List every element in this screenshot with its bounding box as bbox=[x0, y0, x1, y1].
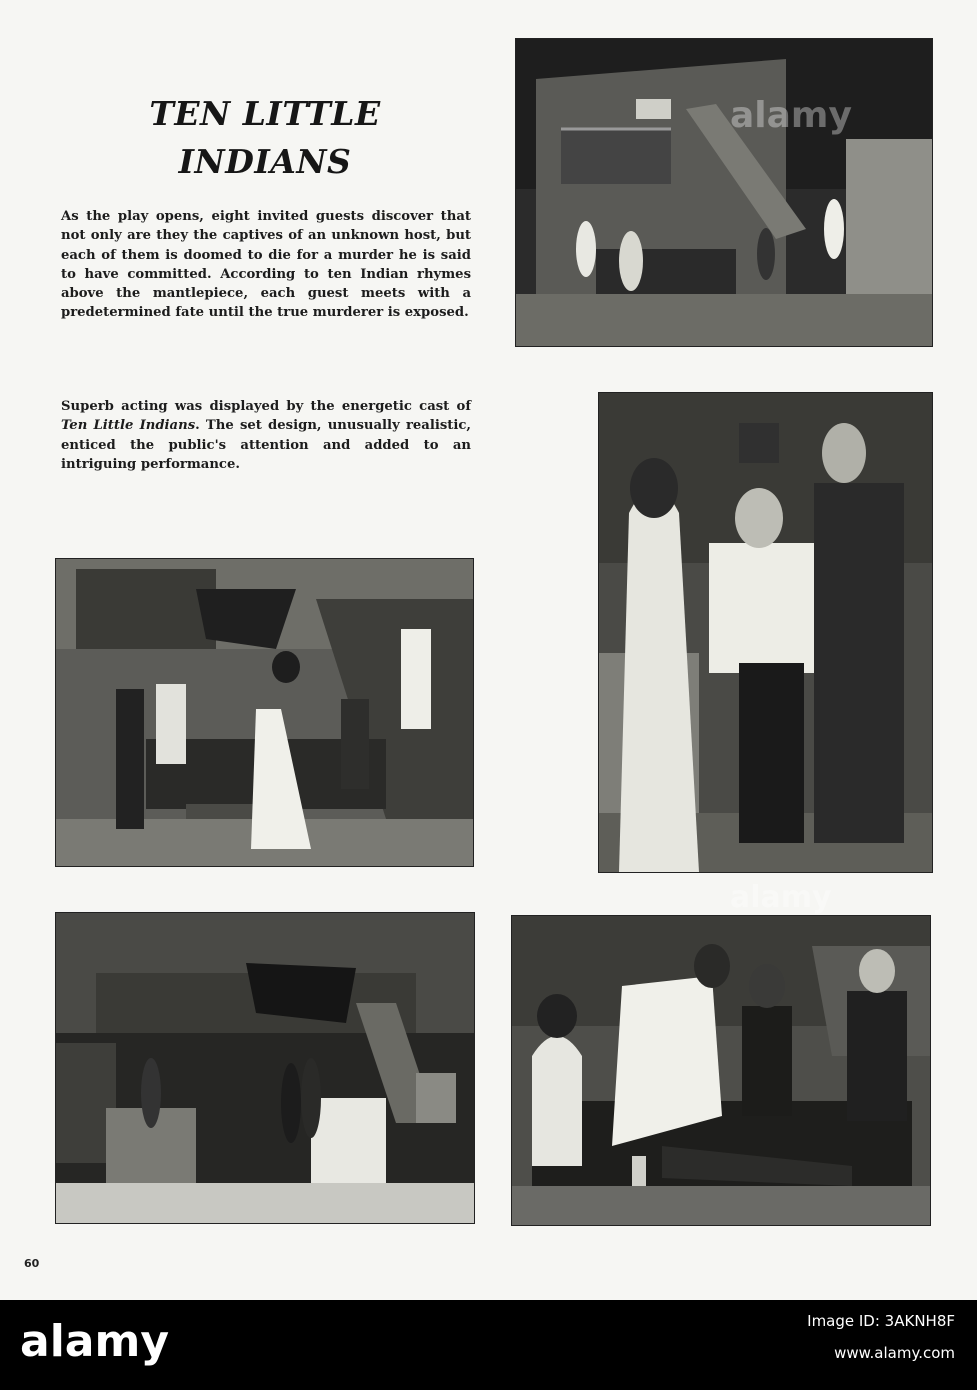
photo-three-actors bbox=[598, 392, 933, 873]
photo-stage-armchairs bbox=[55, 912, 475, 1224]
image-id: Image ID: 3AKNH8F bbox=[807, 1312, 955, 1330]
review-paragraph bbox=[61, 397, 471, 474]
watermark-alamy-lower: alamy bbox=[730, 880, 832, 915]
page-title bbox=[110, 90, 420, 186]
title-line-2: INDIANS bbox=[178, 142, 352, 181]
photo-staircase-scene bbox=[55, 558, 474, 867]
watermark-alamy: alamy bbox=[730, 95, 852, 136]
play-title-italic: Ten Little Indians bbox=[61, 418, 196, 434]
site-url: www.alamy.com bbox=[834, 1344, 955, 1362]
stock-footer-bar bbox=[0, 1300, 977, 1390]
review-text-a: Superb acting was displayed by the energetic cast of bbox=[61, 399, 471, 414]
photo-sofa-scene bbox=[511, 915, 931, 1226]
alamy-logo: alamy bbox=[20, 1316, 169, 1367]
title-line-1: TEN LITTLE bbox=[149, 94, 381, 133]
story-paragraph: As the play opens, eight invited guests discover that not only are they the captives of an unknown host, but each of them is doomed to die for a murder he is said to have committed. According to ten Indian rhymes above the mantlepiece, each guest meets with a predetermined fate until the true murderer is exposed. bbox=[61, 209, 471, 321]
page-number: 60 bbox=[24, 1257, 40, 1270]
photo-stage-wide bbox=[515, 38, 933, 347]
review-text-b: . The set design, unusually realistic, enticed the public's attention and added to an intriguing performance. bbox=[61, 418, 471, 472]
